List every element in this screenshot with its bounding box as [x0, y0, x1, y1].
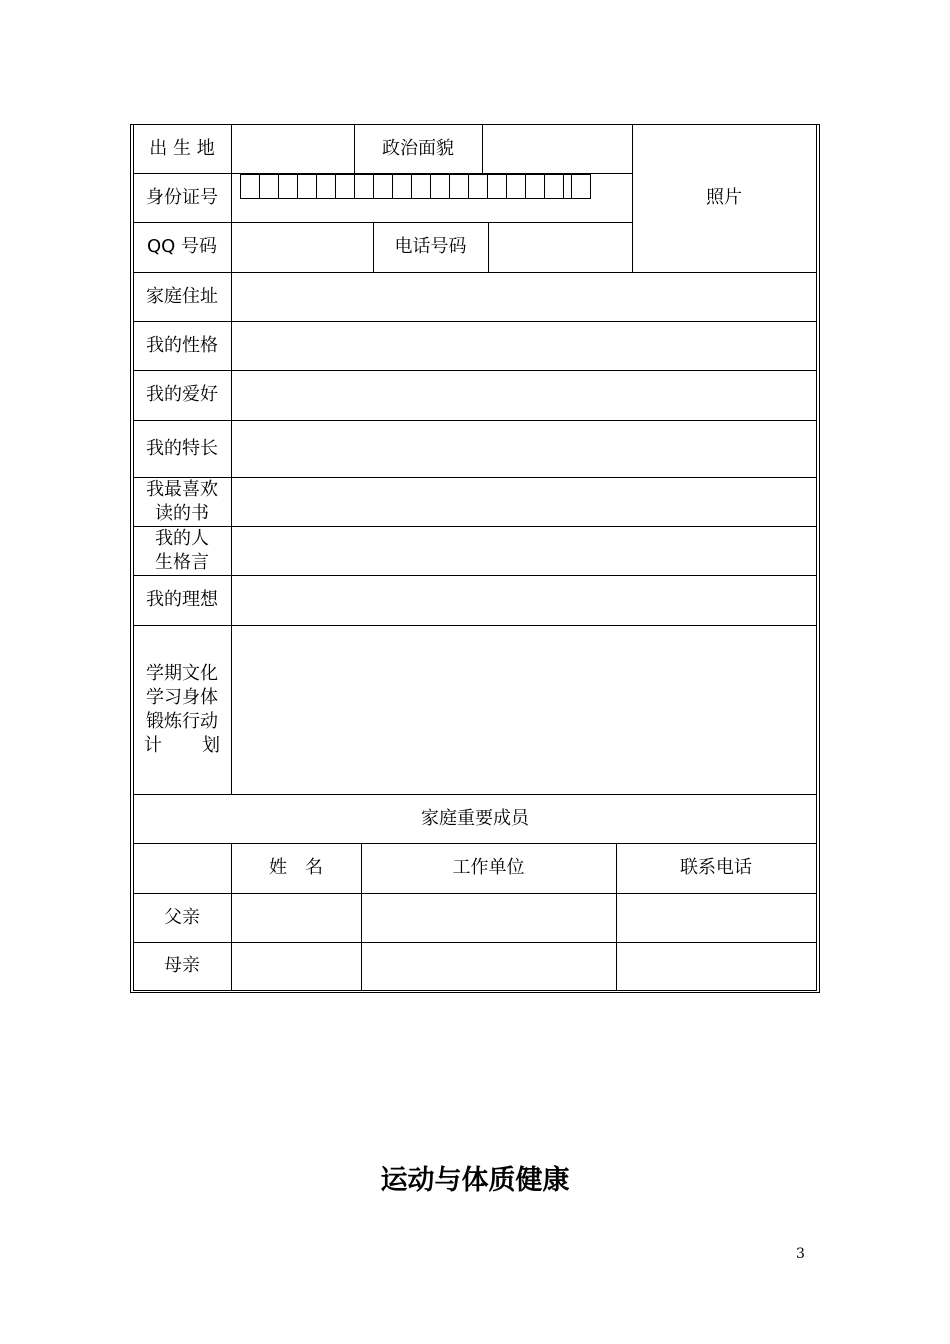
politics-label-text: 政治面貌 [382, 137, 454, 159]
father-phone-input[interactable] [617, 894, 816, 942]
family-row-mother-text: 母亲 [164, 955, 200, 976]
id-digit-box[interactable] [411, 174, 431, 199]
photo-label-text: 照片 [706, 187, 742, 208]
plan-label-line4a: 计 [144, 734, 162, 756]
plan-label-line2: 学习身体 [146, 686, 218, 708]
id-digit-box[interactable] [240, 174, 260, 199]
address-label-text: 家庭住址 [146, 285, 218, 307]
mother-phone-input[interactable] [617, 943, 816, 990]
mother-name-input[interactable] [232, 943, 361, 990]
personality-label-text: 我的性格 [146, 334, 218, 356]
section-heading: 运动与体质健康 [380, 1165, 570, 1196]
id-digit-box[interactable] [316, 174, 336, 199]
birthplace-label [133, 124, 231, 173]
favorite-book-label [133, 477, 231, 526]
mother-work-input[interactable] [362, 943, 616, 990]
qq-input[interactable] [232, 223, 373, 272]
phone-label [373, 222, 488, 272]
plan-label-line4 [144, 734, 220, 758]
personality-label [133, 321, 231, 370]
id-digit-box[interactable] [544, 174, 564, 199]
id-digit-box[interactable] [278, 174, 298, 199]
plan-label-line3: 锻炼行动 [146, 710, 218, 732]
phone-label-text: 电话号码 [394, 236, 467, 257]
id-digit-box[interactable] [297, 174, 317, 199]
hobby-label-text: 我的爱好 [146, 384, 218, 405]
birthplace-input[interactable] [232, 125, 354, 173]
family-col-work-header [361, 843, 616, 893]
specialty-label-text: 我的特长 [146, 437, 218, 459]
qq-label [133, 222, 231, 272]
family-col-name-text: 姓 名 [269, 857, 323, 878]
table-border-bottom [130, 992, 820, 993]
id-digit-box[interactable] [506, 174, 526, 199]
politics-input[interactable] [483, 125, 632, 173]
table-border-right-inner [816, 124, 817, 991]
family-row-father-text: 父亲 [164, 906, 200, 928]
family-row-father-label [133, 893, 231, 942]
hobby-label [133, 370, 231, 420]
family-col-phone-header [616, 843, 816, 893]
personality-input[interactable] [232, 322, 816, 370]
father-name-input[interactable] [232, 894, 361, 942]
id-digit-box[interactable] [487, 174, 507, 199]
motto-label-line1: 我的人 [155, 527, 209, 549]
motto-label [133, 526, 231, 575]
ideal-input[interactable] [232, 576, 816, 625]
plan-label-line4b: 划 [202, 734, 220, 756]
politics-label [354, 124, 482, 173]
family-col-work-text: 工作单位 [452, 857, 525, 878]
id-digit-box[interactable] [392, 174, 412, 199]
ideal-label-text: 我的理想 [146, 589, 218, 610]
motto-label-line2: 生格言 [155, 551, 209, 573]
page-number: 3 [796, 1246, 805, 1262]
table-border-left [130, 124, 131, 993]
table-border-bottom-inner [133, 990, 817, 991]
family-section-title [133, 794, 817, 843]
table-border-right [819, 124, 820, 993]
qq-label-text: QQ 号码 [146, 236, 218, 257]
phone-input[interactable] [489, 223, 632, 272]
birthplace-label-text: 出 生 地 [149, 137, 215, 159]
id-digit-box[interactable] [373, 174, 393, 199]
family-col-phone-text: 联系电话 [680, 857, 752, 878]
hobby-input[interactable] [232, 371, 816, 420]
id-digit-box[interactable] [525, 174, 545, 199]
address-input[interactable] [232, 273, 816, 321]
favorite-book-input[interactable] [232, 478, 816, 526]
specialty-input[interactable] [232, 421, 816, 477]
id-number-label-text: 身份证号 [146, 186, 218, 208]
plan-input[interactable] [232, 626, 816, 794]
photo-area[interactable] [633, 125, 816, 272]
ideal-label [133, 575, 231, 625]
specialty-label [133, 420, 231, 477]
favorite-book-label-line2: 读的书 [155, 502, 209, 524]
motto-input[interactable] [232, 527, 816, 575]
id-digit-box[interactable] [335, 174, 355, 199]
id-digit-box[interactable] [468, 174, 488, 199]
id-digit-box[interactable] [449, 174, 469, 199]
favorite-book-label-line1: 我最喜欢 [146, 478, 218, 500]
id-number-label [133, 173, 231, 222]
plan-label-line1: 学期文化 [146, 662, 218, 684]
id-digit-box[interactable] [430, 174, 450, 199]
father-work-input[interactable] [362, 894, 616, 942]
family-col-name-header [231, 843, 361, 893]
id-digit-box[interactable] [571, 174, 591, 199]
address-label [133, 272, 231, 321]
id-digit-box[interactable] [354, 174, 374, 199]
family-section-title-text: 家庭重要成员 [421, 807, 529, 829]
id-digit-box[interactable] [259, 174, 279, 199]
family-row-mother-label [133, 942, 231, 990]
plan-label [133, 625, 231, 794]
